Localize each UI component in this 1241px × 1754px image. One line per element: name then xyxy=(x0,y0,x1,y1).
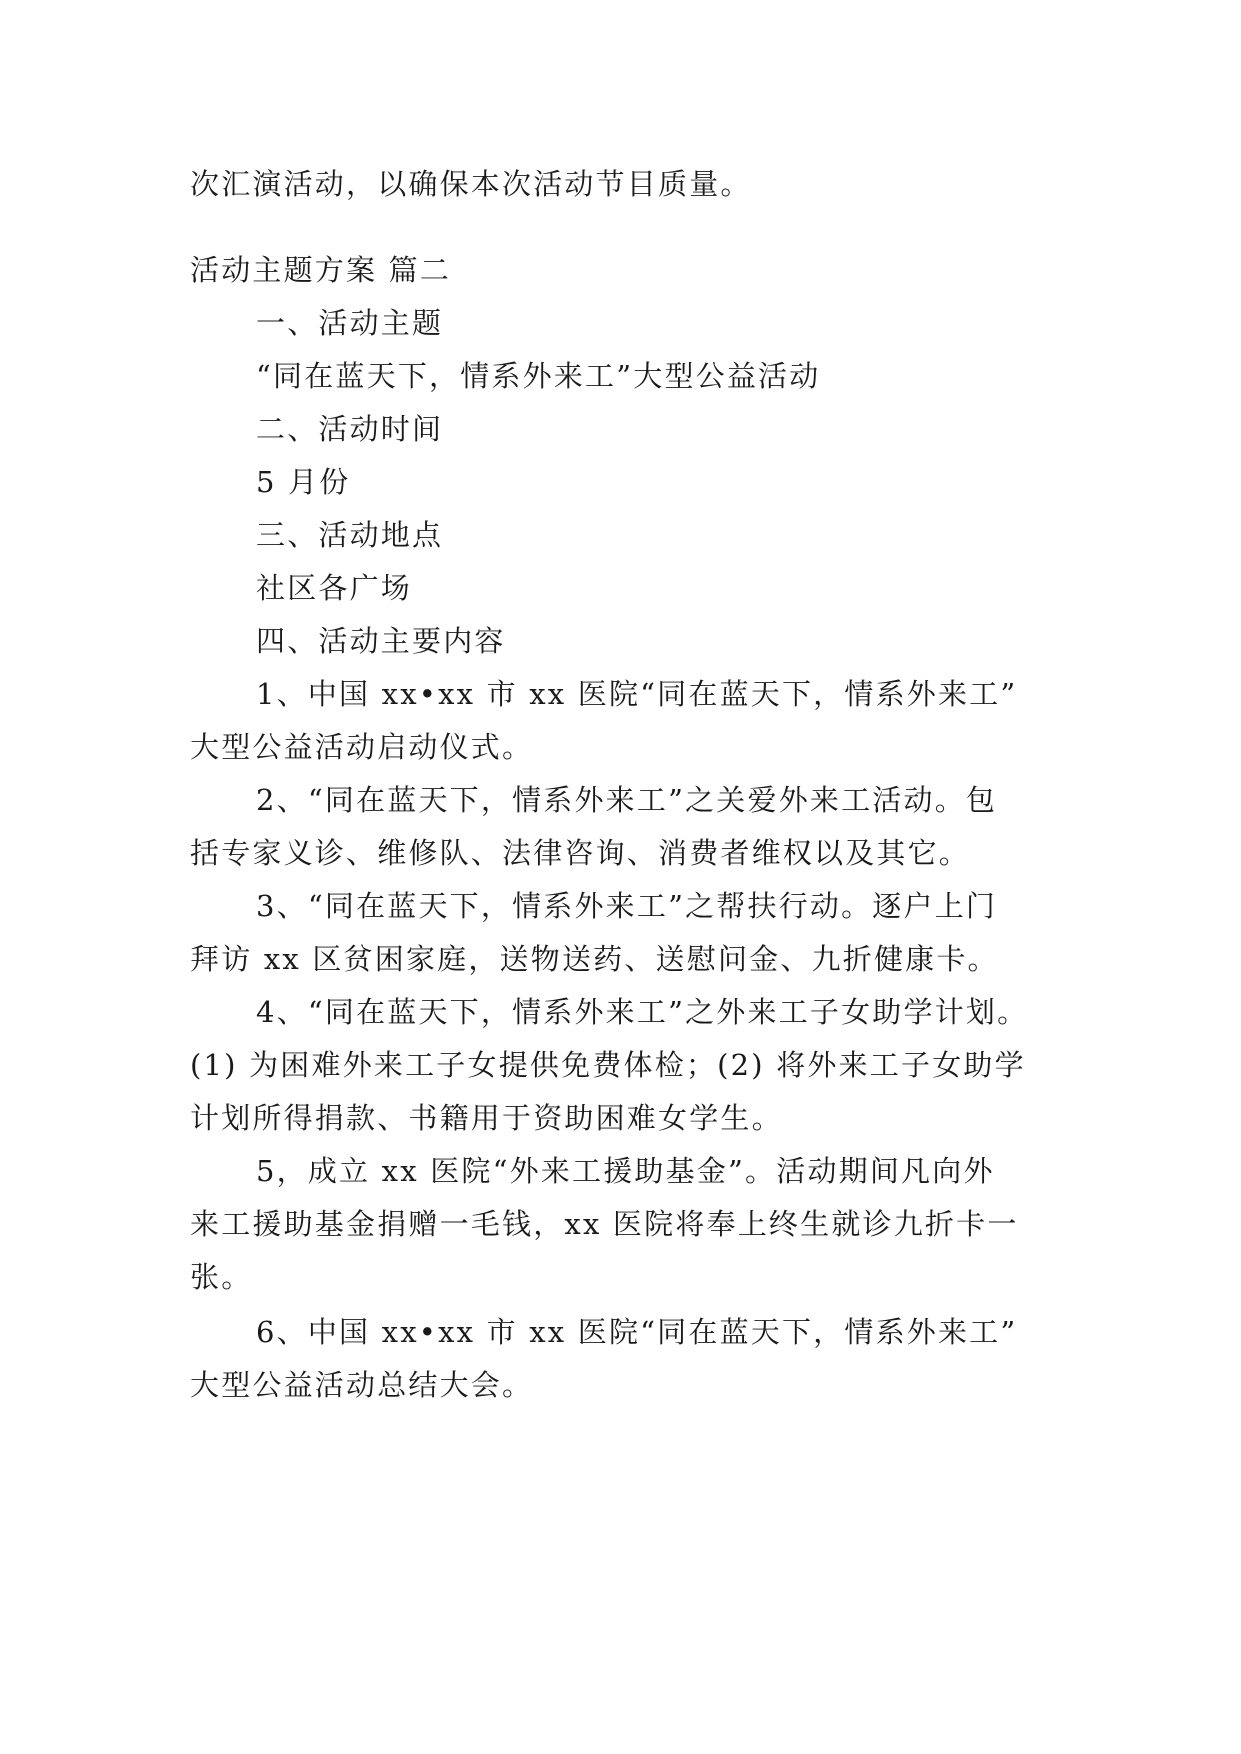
paragraph-line: 大型公益活动总结大会。 xyxy=(190,1368,534,1402)
paragraph-line: 5 月份 xyxy=(256,465,351,499)
list-item-3: 3、“同在蓝天下，情系外来工”之帮扶行动。逐户上门 xyxy=(256,889,998,923)
paragraph-line: 计划所得捐款、书籍用于资助困难女学生。 xyxy=(190,1101,783,1135)
paragraph-line: 张。 xyxy=(190,1260,253,1294)
paragraph-line: 拜访 xx 区贫困家庭，送物送药、送慰问金、九折健康卡。 xyxy=(190,942,999,976)
paragraph-line: 来工援助基金捐赠一毛钱，xx 医院将奉上终生就诊九折卡一 xyxy=(190,1207,1019,1241)
paragraph-line: 括专家义诊、维修队、法律咨询、消费者维权以及其它。 xyxy=(190,836,971,870)
subheading-content: 四、活动主要内容 xyxy=(256,624,506,658)
paragraph-line: 次汇演活动，以确保本次活动节目质量。 xyxy=(190,167,752,201)
list-item-5: 5，成立 xx 医院“外来工援助基金”。活动期间凡向外 xyxy=(256,1154,995,1188)
subheading-location: 三、活动地点 xyxy=(256,518,444,552)
paragraph-line: 社区各广场 xyxy=(256,571,413,605)
subheading-theme: 一、活动主题 xyxy=(256,306,444,340)
paragraph-line: “同在蓝天下，情系外来工”大型公益活动 xyxy=(256,359,821,393)
paragraph-line: 大型公益活动启动仪式。 xyxy=(190,730,534,764)
subheading-time: 二、活动时间 xyxy=(256,412,444,446)
list-item-1: 1、中国 xx•xx 市 xx 医院“同在蓝天下，情系外来工” xyxy=(256,677,1018,711)
list-item-6: 6、中国 xx•xx 市 xx 医院“同在蓝天下，情系外来工” xyxy=(256,1315,1018,1349)
list-item-4: 4、“同在蓝天下，情系外来工”之外来工子女助学计划。 xyxy=(256,995,1029,1029)
section-heading: 活动主题方案 篇二 xyxy=(190,253,452,287)
paragraph-line: (1) 为困难外来工子女提供免费体检；(2) 将外来工子女助学 xyxy=(190,1048,1026,1082)
list-item-2: 2、“同在蓝天下，情系外来工”之关爱外来工活动。包 xyxy=(256,783,998,817)
